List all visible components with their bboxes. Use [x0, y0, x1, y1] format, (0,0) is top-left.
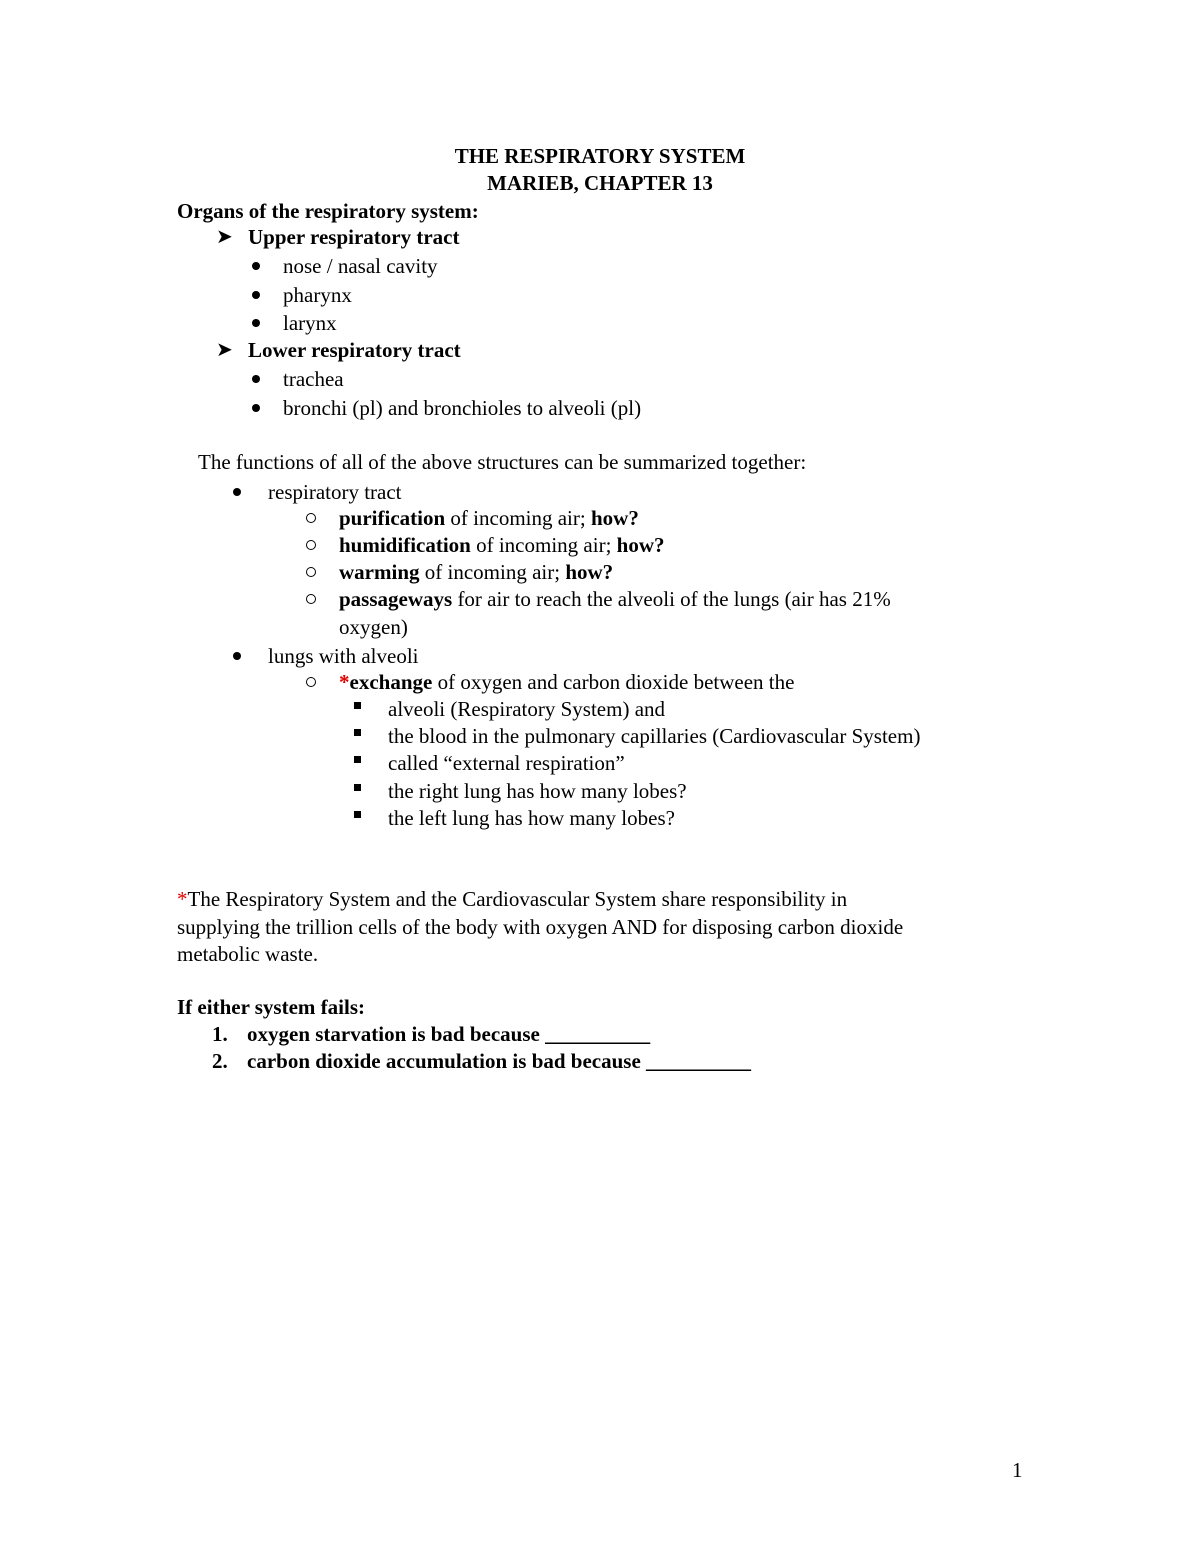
bullet-icon — [252, 262, 260, 270]
square-bullet-icon — [354, 756, 361, 763]
note-paragraph-line: supplying the trillion cells of the body with oxygen AND for disposing carbon dioxide — [177, 915, 904, 939]
list-item-continuation: oxygen) — [339, 615, 408, 639]
functions-intro: The functions of all of the above structures can be summarized together: — [198, 450, 807, 474]
page-number: 1 — [1012, 1458, 1023, 1482]
list-item: pharynx — [283, 283, 352, 307]
square-bullet-icon — [354, 811, 361, 818]
list-item: the blood in the pulmonary capillaries (Cardiovascular System) — [388, 724, 921, 748]
square-bullet-icon — [354, 702, 361, 709]
list-item: carbon dioxide accumulation is bad because __________ — [247, 1049, 752, 1073]
bullet-icon — [252, 319, 260, 327]
lower-tract-label: Lower respiratory tract — [248, 338, 461, 362]
note-paragraph: *The Respiratory System and the Cardiovascular System share responsibility in — [177, 887, 848, 911]
circle-bullet-icon — [306, 677, 316, 687]
list-item: bronchi (pl) and bronchioles to alveoli (pl) — [283, 396, 642, 420]
fails-heading: If either system fails: — [177, 995, 365, 1019]
list-item: *exchange of oxygen and carbon dioxide between the — [339, 670, 795, 694]
bullet-icon — [233, 488, 241, 496]
bullet-icon — [252, 375, 260, 383]
circle-bullet-icon — [306, 567, 316, 577]
list-item: oxygen starvation is bad because __________ — [247, 1022, 651, 1046]
bullet-icon — [233, 652, 241, 660]
list-number: 1. — [212, 1022, 228, 1046]
list-item: warming of incoming air; how? — [339, 560, 614, 584]
list-item: respiratory tract — [268, 480, 402, 504]
list-number: 2. — [212, 1049, 228, 1073]
upper-tract-label: Upper respiratory tract — [248, 225, 460, 249]
arrow-bullet-icon: ➤ — [216, 226, 233, 248]
list-item: passageways for air to reach the alveoli of the lungs (air has 21% — [339, 587, 891, 611]
bullet-icon — [252, 404, 260, 412]
list-item: lungs with alveoli — [268, 644, 419, 668]
organs-heading: Organs of the respiratory system: — [177, 199, 479, 223]
list-item: the right lung has how many lobes? — [388, 779, 687, 803]
list-item: nose / nasal cavity — [283, 254, 438, 278]
square-bullet-icon — [354, 729, 361, 736]
circle-bullet-icon — [306, 540, 316, 550]
circle-bullet-icon — [306, 594, 316, 604]
square-bullet-icon — [354, 784, 361, 791]
page-title: THE RESPIRATORY SYSTEM — [454, 144, 746, 168]
list-item: alveoli (Respiratory System) and — [388, 697, 666, 721]
note-paragraph-line: metabolic waste. — [177, 942, 319, 966]
page-subtitle: MARIEB, CHAPTER 13 — [487, 171, 713, 195]
list-item: trachea — [283, 367, 344, 391]
list-item: the left lung has how many lobes? — [388, 806, 675, 830]
bullet-icon — [252, 291, 260, 299]
arrow-bullet-icon: ➤ — [216, 339, 233, 361]
list-item: larynx — [283, 311, 337, 335]
list-item: humidification of incoming air; how? — [339, 533, 665, 557]
list-item: called “external respiration” — [388, 751, 625, 775]
list-item: purification of incoming air; how? — [339, 506, 639, 530]
circle-bullet-icon — [306, 513, 316, 523]
